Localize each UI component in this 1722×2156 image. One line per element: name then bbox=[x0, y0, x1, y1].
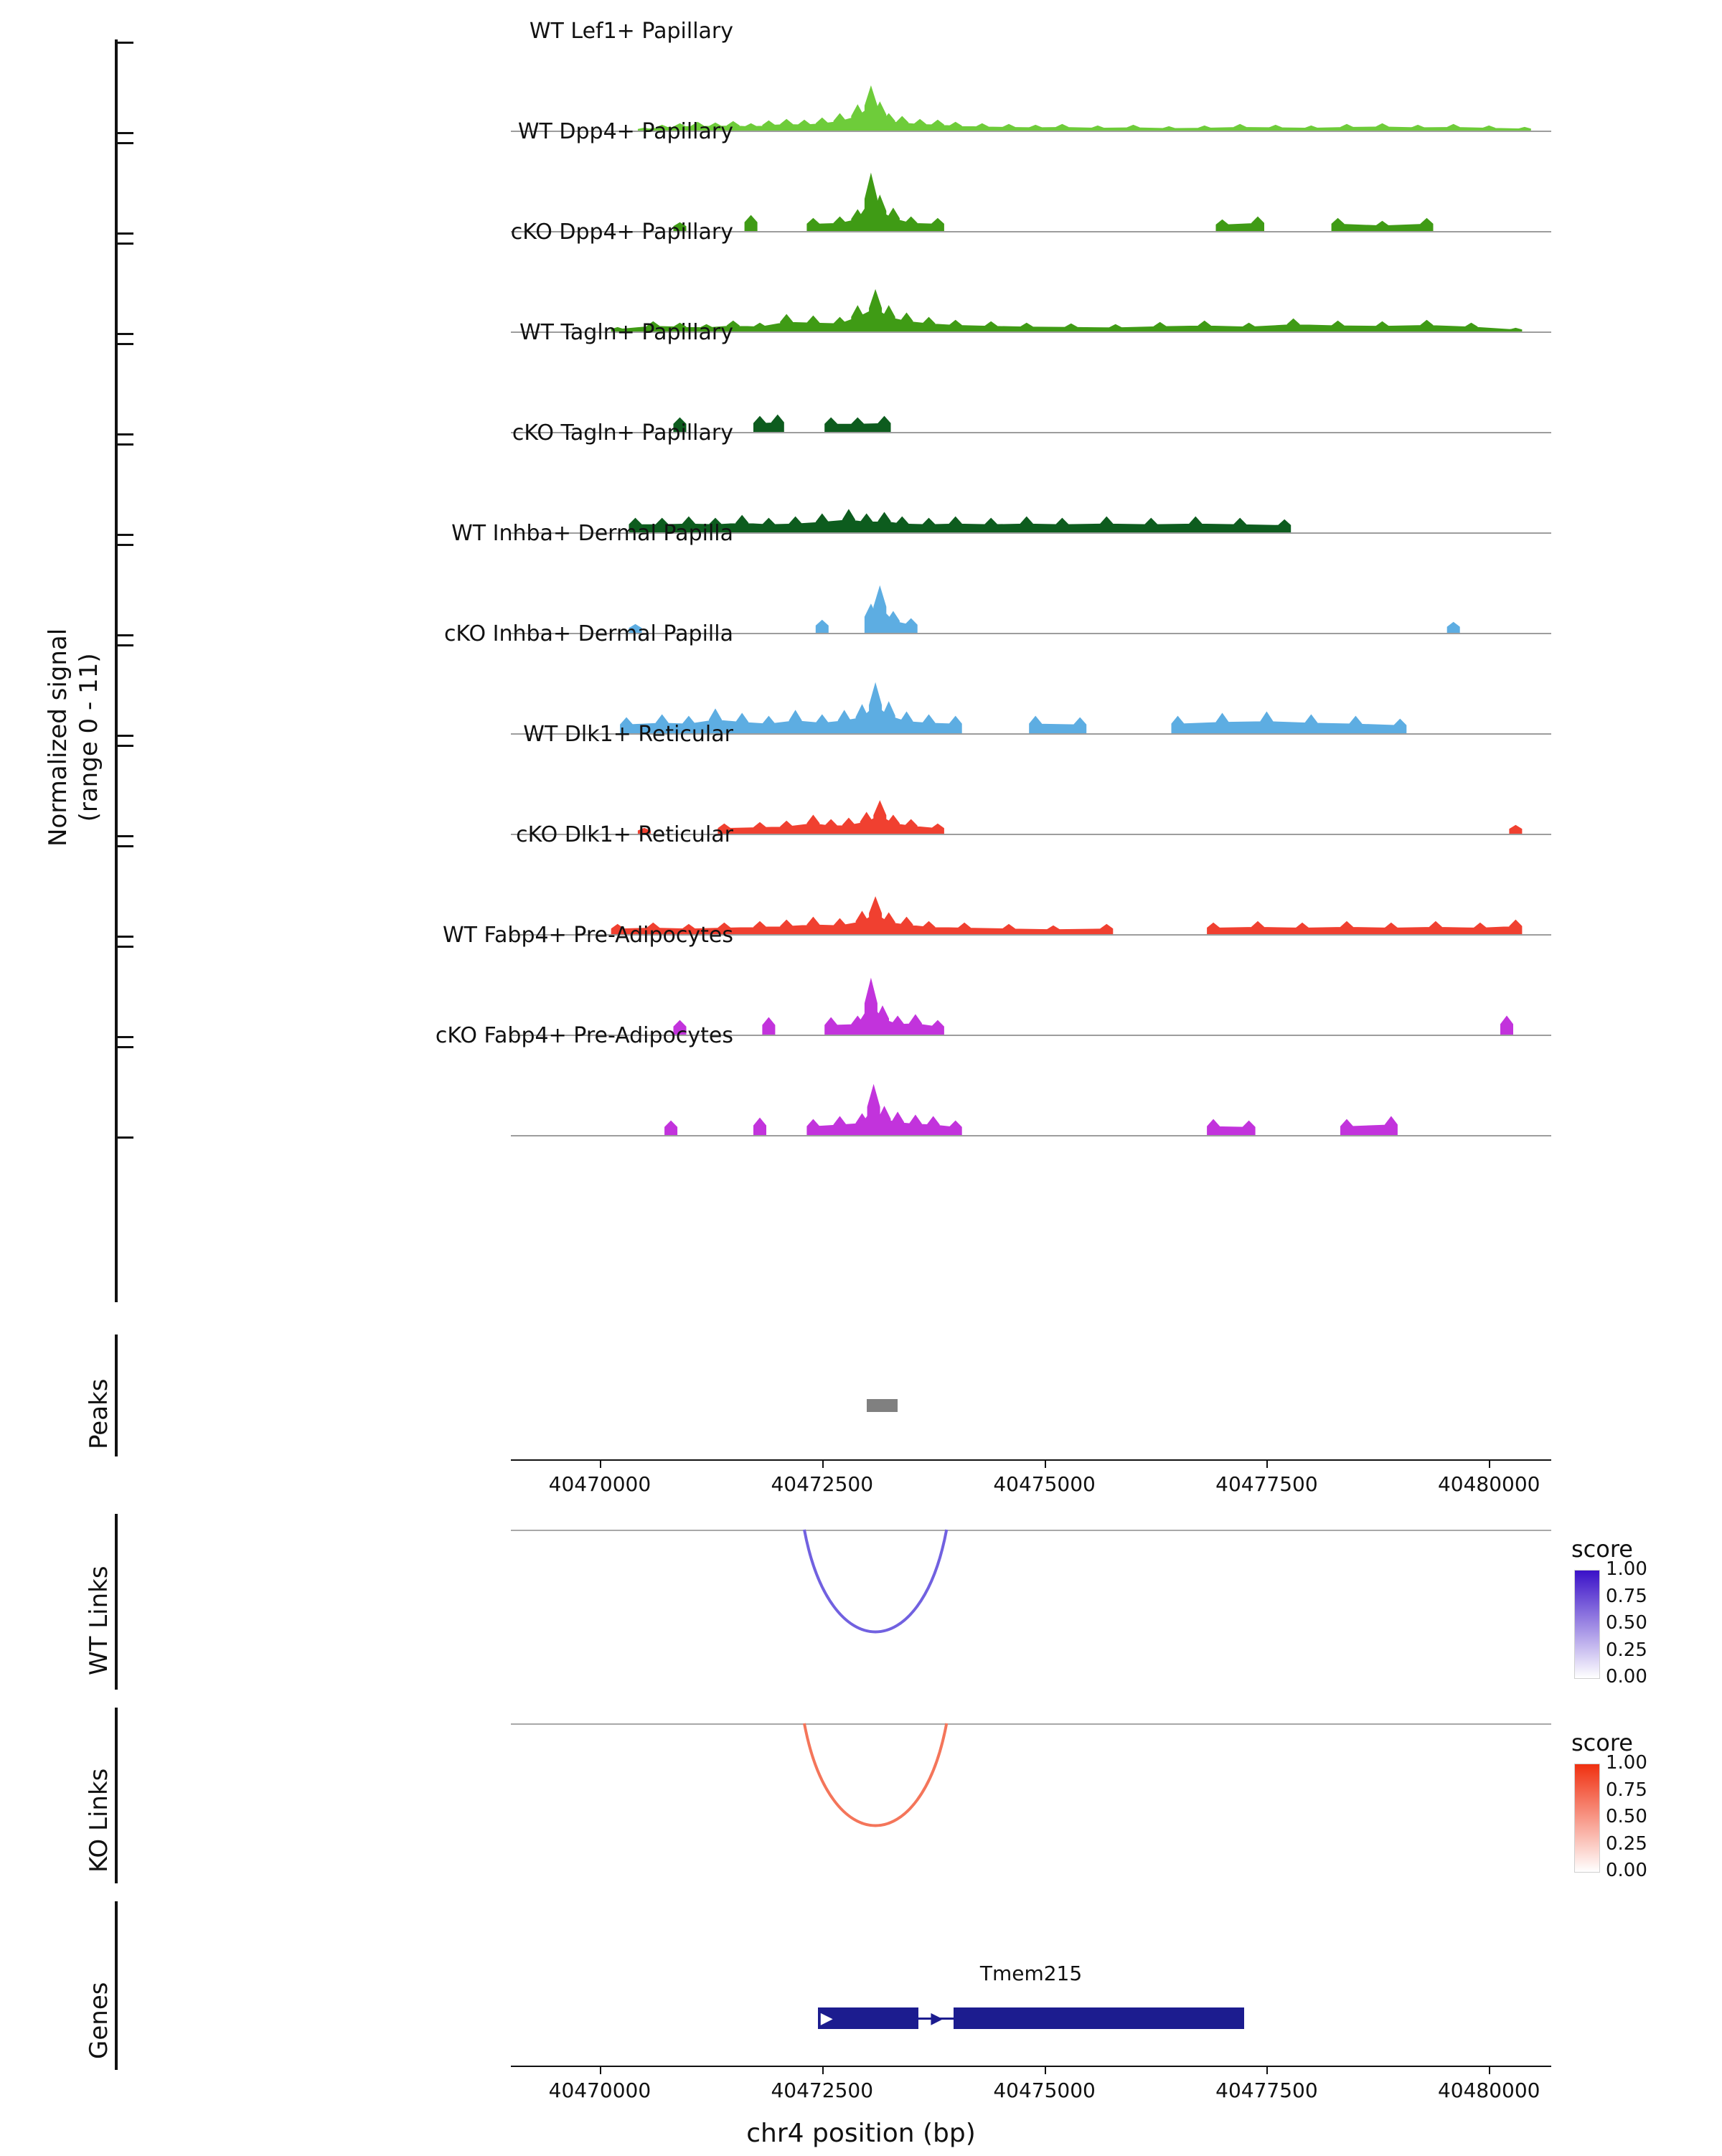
y-axis-tick bbox=[118, 333, 133, 335]
y-axis-tick bbox=[118, 443, 133, 446]
legend-tick-label: 0.25 bbox=[1606, 1832, 1647, 1855]
link-arc bbox=[804, 1530, 946, 1632]
x-axis-tick-label: 40470000 bbox=[548, 2079, 651, 2102]
y-axis-tick bbox=[118, 343, 133, 345]
legend-tick-label: 1.00 bbox=[1606, 1558, 1647, 1580]
legend-tick-label: 0.50 bbox=[1606, 1806, 1647, 1827]
y-axis-tick bbox=[118, 142, 133, 144]
y-axis-tick bbox=[118, 1036, 133, 1038]
x-axis-tick-label: 40480000 bbox=[1437, 1472, 1540, 1496]
x-axis-tick-label: 40472500 bbox=[771, 1472, 874, 1496]
signal-track-label: WT Inhba+ Dermal Papilla bbox=[451, 521, 733, 546]
x-axis-line bbox=[511, 1459, 1551, 1461]
peak-block bbox=[867, 1399, 898, 1412]
gene-strand-arrow-icon: ▶ bbox=[820, 2010, 833, 2028]
x-axis-tick bbox=[822, 1459, 824, 1468]
links-arc-canvas bbox=[0, 1514, 1722, 1686]
legend-tick-label: 0.25 bbox=[1606, 1639, 1647, 1661]
gene-strand-arrow-icon: ▶ bbox=[931, 2010, 944, 2028]
signal-track-label: WT Fabp4+ Pre-Adipocytes bbox=[443, 923, 733, 948]
y-axis-tick bbox=[118, 42, 133, 44]
gene-name-label: Tmem215 bbox=[979, 1962, 1083, 1985]
x-axis-tick-label: 40477500 bbox=[1215, 1472, 1318, 1496]
legend-color-bar bbox=[1574, 1764, 1600, 1873]
x-axis-tick bbox=[600, 2066, 601, 2074]
gene-exon bbox=[954, 2007, 1244, 2029]
peaks-panel-label: Peaks bbox=[85, 1378, 113, 1449]
peaks-track bbox=[0, 1334, 1722, 1456]
legend-tick-label: 0.00 bbox=[1606, 1860, 1647, 1881]
y-axis-tick bbox=[118, 243, 133, 245]
x-axis-title: chr4 position (bp) bbox=[746, 2119, 976, 2148]
signal-track-label: cKO Dpp4+ Papillary bbox=[510, 220, 733, 245]
x-axis-tick-label: 40480000 bbox=[1437, 2079, 1540, 2102]
signal-track-curve bbox=[511, 1055, 1551, 1135]
y-axis-tick bbox=[118, 745, 133, 747]
x-axis-bottom bbox=[0, 2063, 1722, 2156]
signal-track-label: cKO Inhba+ Dermal Papilla bbox=[443, 621, 733, 646]
x-axis-tick-label: 40475000 bbox=[993, 2079, 1096, 2102]
legend-tick-label: 0.50 bbox=[1606, 1612, 1647, 1634]
wt-links-score-legend bbox=[1571, 1535, 1647, 1687]
y-axis-tick bbox=[118, 936, 133, 938]
x-axis-tick-label: 40475000 bbox=[993, 1472, 1096, 1496]
y-axis-tick bbox=[118, 735, 133, 737]
x-axis-tick bbox=[1266, 1459, 1268, 1468]
y-axis-tick bbox=[118, 1136, 133, 1139]
signal-track-label: WT Dlk1+ Reticular bbox=[523, 722, 733, 747]
x-axis-tick bbox=[1489, 1459, 1490, 1468]
x-axis-line bbox=[511, 2066, 1551, 2067]
legend-tick-label: 0.00 bbox=[1606, 1666, 1647, 1687]
x-axis-tick bbox=[1489, 2066, 1490, 2074]
wt-links-track bbox=[0, 1514, 1722, 1690]
y-axis-tick bbox=[118, 544, 133, 546]
ko-links-panel-label: KO Links bbox=[85, 1768, 113, 1873]
x-axis-tick-label: 40477500 bbox=[1215, 2079, 1318, 2102]
legend-tick-label: 0.75 bbox=[1606, 1585, 1647, 1607]
x-axis-tick bbox=[600, 1459, 601, 1468]
y-axis-tick bbox=[118, 132, 133, 134]
y-axis-tick bbox=[118, 644, 133, 646]
ko-links-score-legend bbox=[1571, 1729, 1647, 1881]
y-axis-tick bbox=[118, 634, 133, 636]
signal-track-label: WT Tagln+ Papillary bbox=[519, 320, 733, 345]
y-axis-tick bbox=[118, 534, 133, 536]
legend-tick-label: 1.00 bbox=[1606, 1752, 1647, 1774]
x-axis-tick-label: 40470000 bbox=[548, 1472, 651, 1496]
legend-color-bar bbox=[1574, 1570, 1600, 1679]
x-axis-tick bbox=[822, 2066, 824, 2074]
legend-tick-label: 0.75 bbox=[1606, 1779, 1647, 1801]
x-axis-tick-label: 40472500 bbox=[771, 2079, 874, 2102]
legend-title: score bbox=[1571, 1729, 1633, 1756]
signal-track-label: WT Dpp4+ Papillary bbox=[517, 119, 733, 144]
y-axis-tick bbox=[118, 845, 133, 847]
y-axis-tick bbox=[118, 433, 133, 436]
y-axis-tick bbox=[118, 835, 133, 837]
legend-title: score bbox=[1571, 1535, 1633, 1563]
signal-track bbox=[435, 1023, 1551, 1136]
link-arc bbox=[804, 1723, 946, 1826]
signal-track-label: WT Lef1+ Papillary bbox=[529, 19, 733, 44]
genes-track bbox=[0, 1901, 1722, 2070]
normalized-signal-axis-label-line1: Normalized signal bbox=[44, 628, 72, 847]
ko-links-track bbox=[0, 1708, 1722, 1883]
x-axis-tick bbox=[1045, 1459, 1046, 1468]
x-axis-tick bbox=[1266, 2066, 1268, 2074]
normalized-signal-axis-label-line2: (range 0 - 11) bbox=[74, 653, 103, 822]
signal-track-label: cKO Tagln+ Papillary bbox=[512, 420, 733, 446]
y-axis-tick bbox=[118, 946, 133, 948]
signal-track-label: cKO Dlk1+ Reticular bbox=[516, 822, 733, 847]
signal-track-label: cKO Fabp4+ Pre-Adipocytes bbox=[435, 1023, 733, 1048]
x-axis-tick bbox=[1045, 2066, 1046, 2074]
wt-links-panel-label: WT Links bbox=[85, 1566, 113, 1675]
y-axis-tick bbox=[118, 232, 133, 235]
genes-panel-label: Genes bbox=[85, 1982, 113, 2059]
y-axis-tick bbox=[118, 1046, 133, 1048]
links-arc-canvas bbox=[0, 1708, 1722, 1880]
signal-track-baseline bbox=[511, 1135, 1551, 1136]
x-axis-top bbox=[0, 1456, 1722, 1507]
